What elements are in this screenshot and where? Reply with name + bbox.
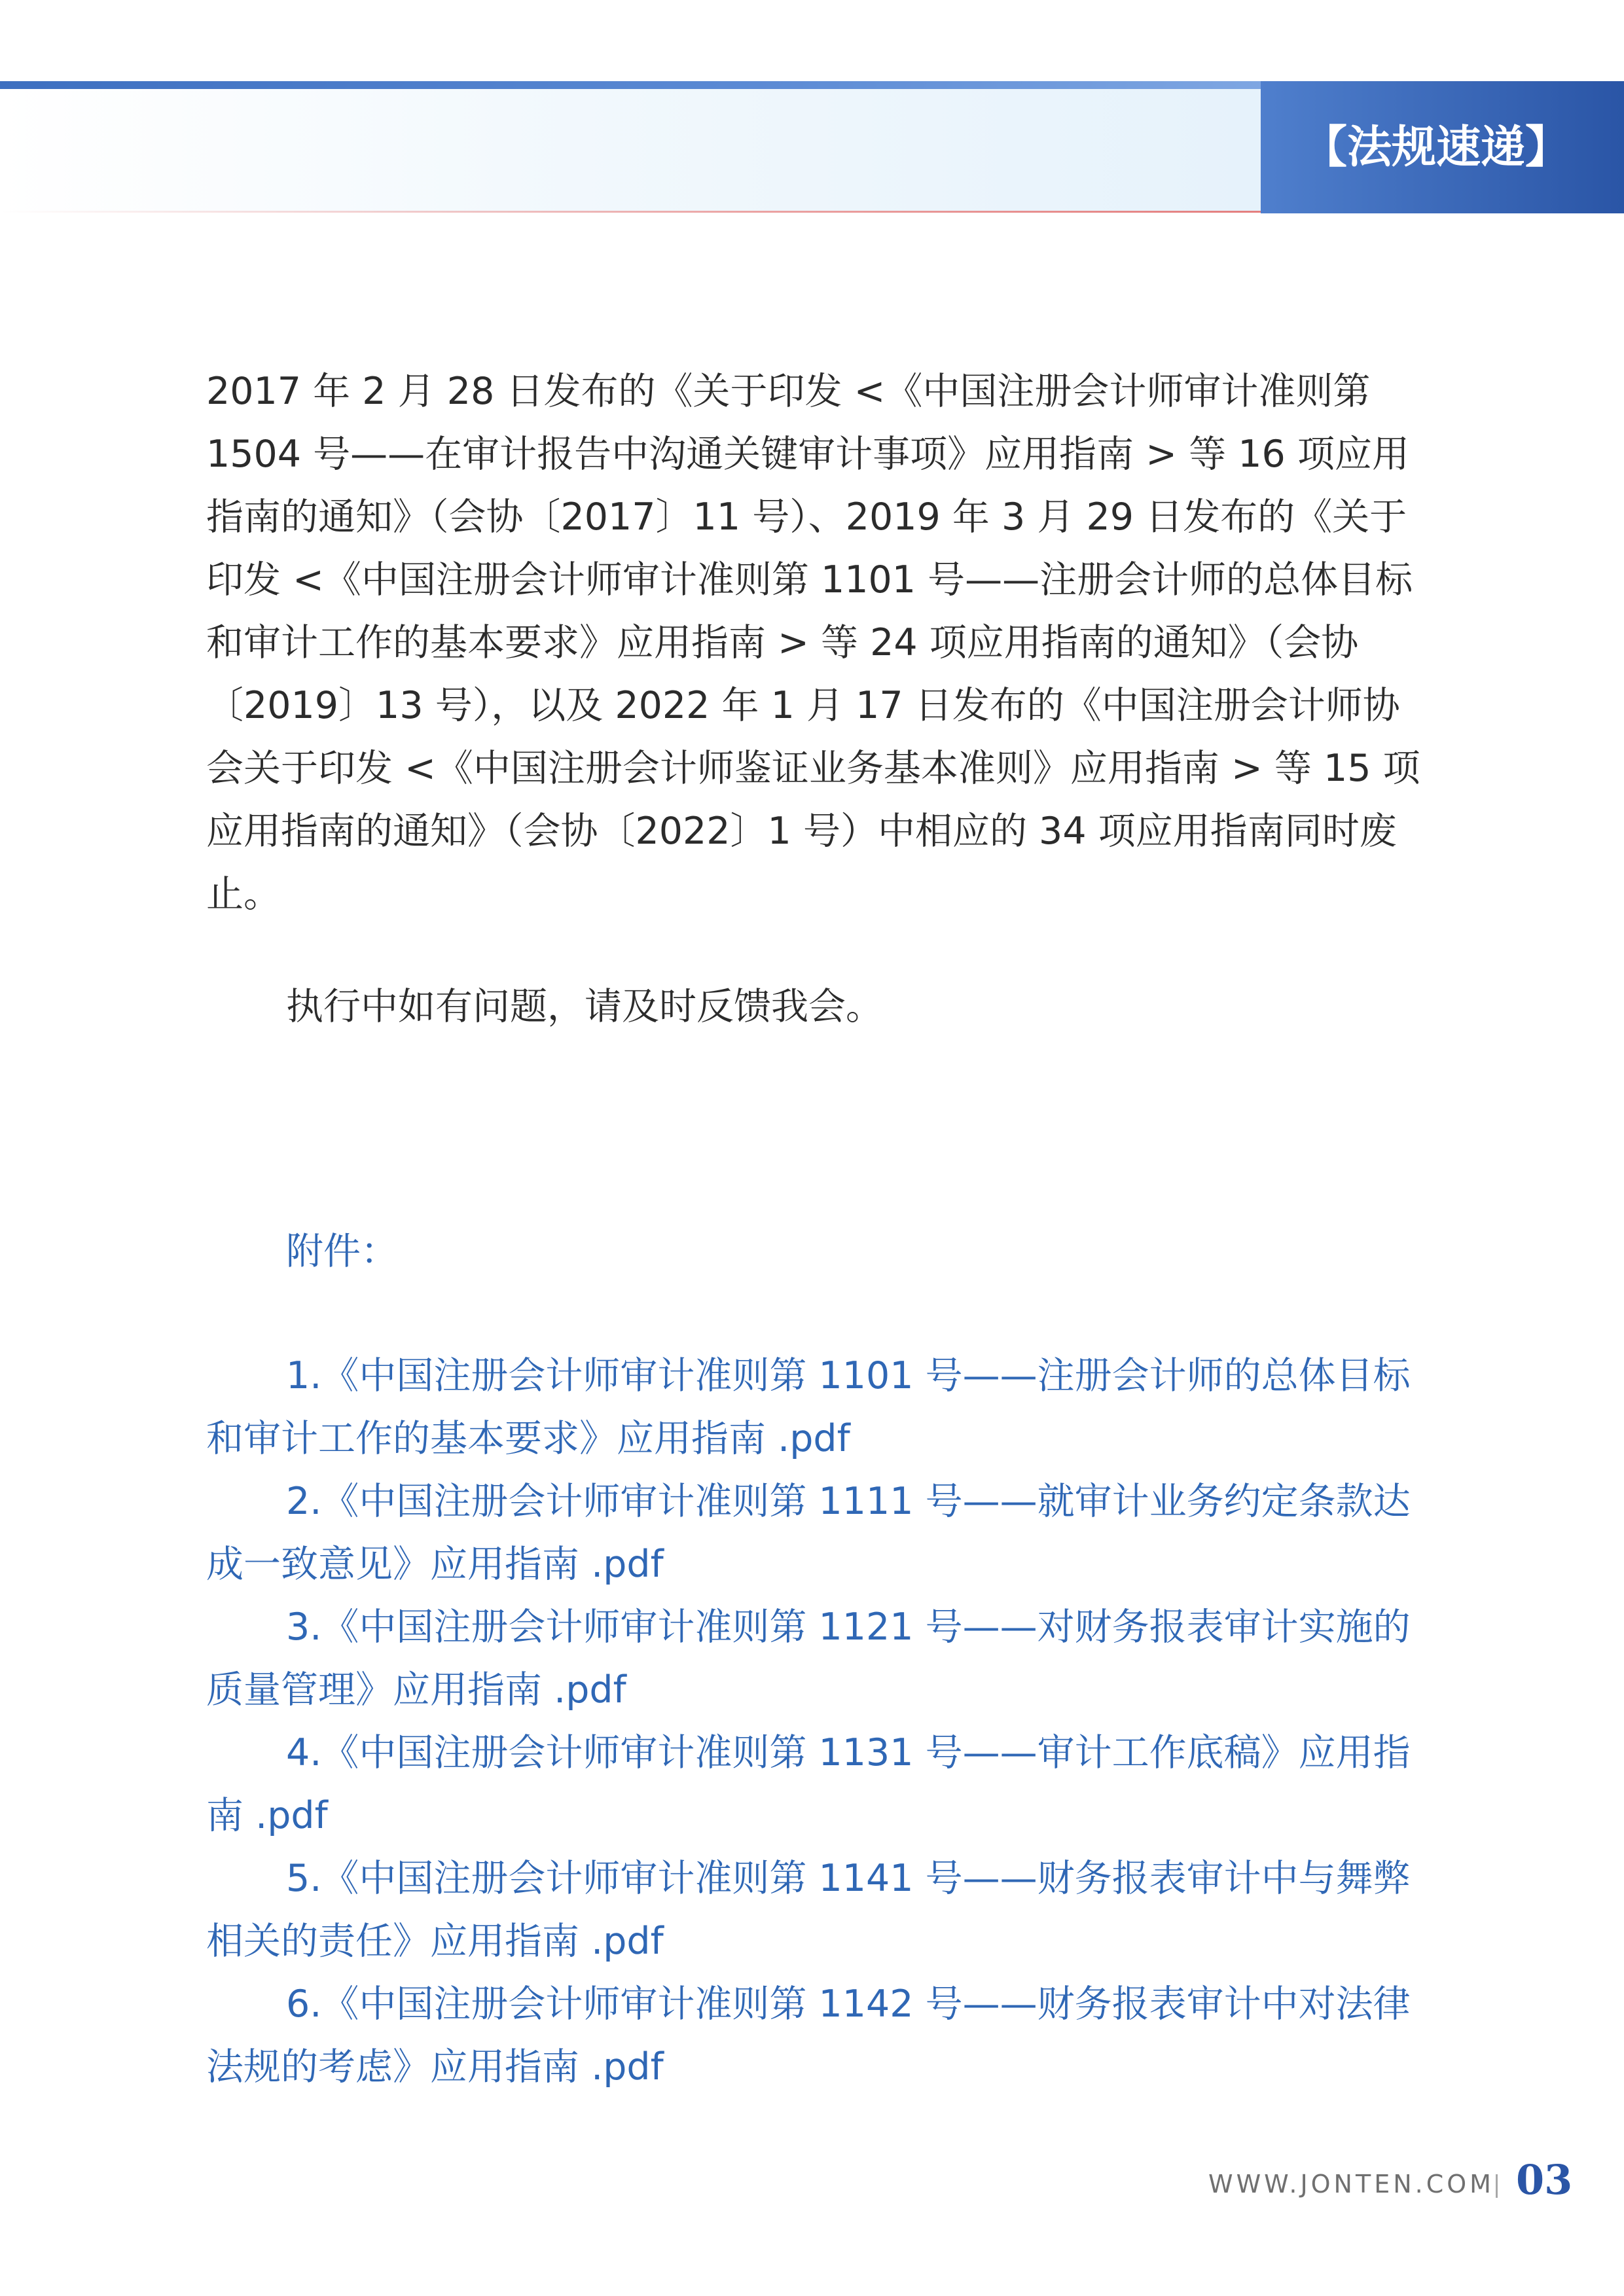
header-underline (0, 211, 1261, 213)
attachments-list (206, 1344, 1430, 2098)
attachment-link[interactable]: 5.《中国注册会计师审计准则第 1141 号——财务报表审计中与舞弊相关的责任》应用指南 .pdf (206, 1857, 1411, 1963)
footer-divider (1496, 2174, 1498, 2198)
attachment-link[interactable]: 4.《中国注册会计师审计准则第 1131 号——审计工作底稿》应用指南 .pdf (206, 1731, 1411, 1837)
attachments-heading: 附件： (286, 1230, 398, 1273)
page-number: 03 (1516, 2156, 1573, 2204)
attachment-link[interactable]: 3.《中国注册会计师审计准则第 1121 号——对财务报表审计实施的质量管理》应用指南 .pdf (206, 1605, 1411, 1712)
article-body (206, 360, 1430, 2098)
body-paragraph-2: 执行中如有问题，请及时反馈我会。 (286, 985, 883, 1028)
attachment-link[interactable]: 6.《中国注册会计师审计准则第 1142 号——财务报表审计中对法律法规的考虑》应用指南 .pdf (206, 1982, 1411, 2089)
section-label: 【法规速递】 (1261, 81, 1624, 213)
attachment-link[interactable]: 2.《中国注册会计师审计准则第 1111 号——就审计业务约定条款达成一致意见》应用指南 .pdf (206, 1480, 1411, 1586)
body-paragraph-1: 2017 年 2 月 28 日发布的《关于印发 <《中国注册会计师审计准则第 1504 号——在审计报告中沟通关键审计事项》应用指南 > 等 16 项应用指南的通知》（会协〔2017〕11 号）、2019 年 3 月 29 日发布的《关于印发 <《中国注册会计师审计准则第 1101 号——注册会计师的总体目标和审计工作的基本要求》应用指南 > 等 24 项应用指南的通知》（会协〔2019〕13 号），以及 2022 年 1 月 17 日发布的《中国注册会计师协会关于印发 <《中国注册会计师鉴证业务基本准则》应用指南 > 等 15 项应用指南的通知》（会协〔2022〕1 号）中相应的 34 项应用指南同时废止。 (206, 370, 1420, 916)
header-band (0, 89, 1261, 212)
footer-website: WWW.JONTEN.COM (1208, 2170, 1494, 2198)
attachment-link[interactable]: 1.《中国注册会计师审计准则第 1101 号——注册会计师的总体目标和审计工作的基本要求》应用指南 .pdf (206, 1354, 1411, 1460)
header-top-rule (0, 81, 1261, 89)
